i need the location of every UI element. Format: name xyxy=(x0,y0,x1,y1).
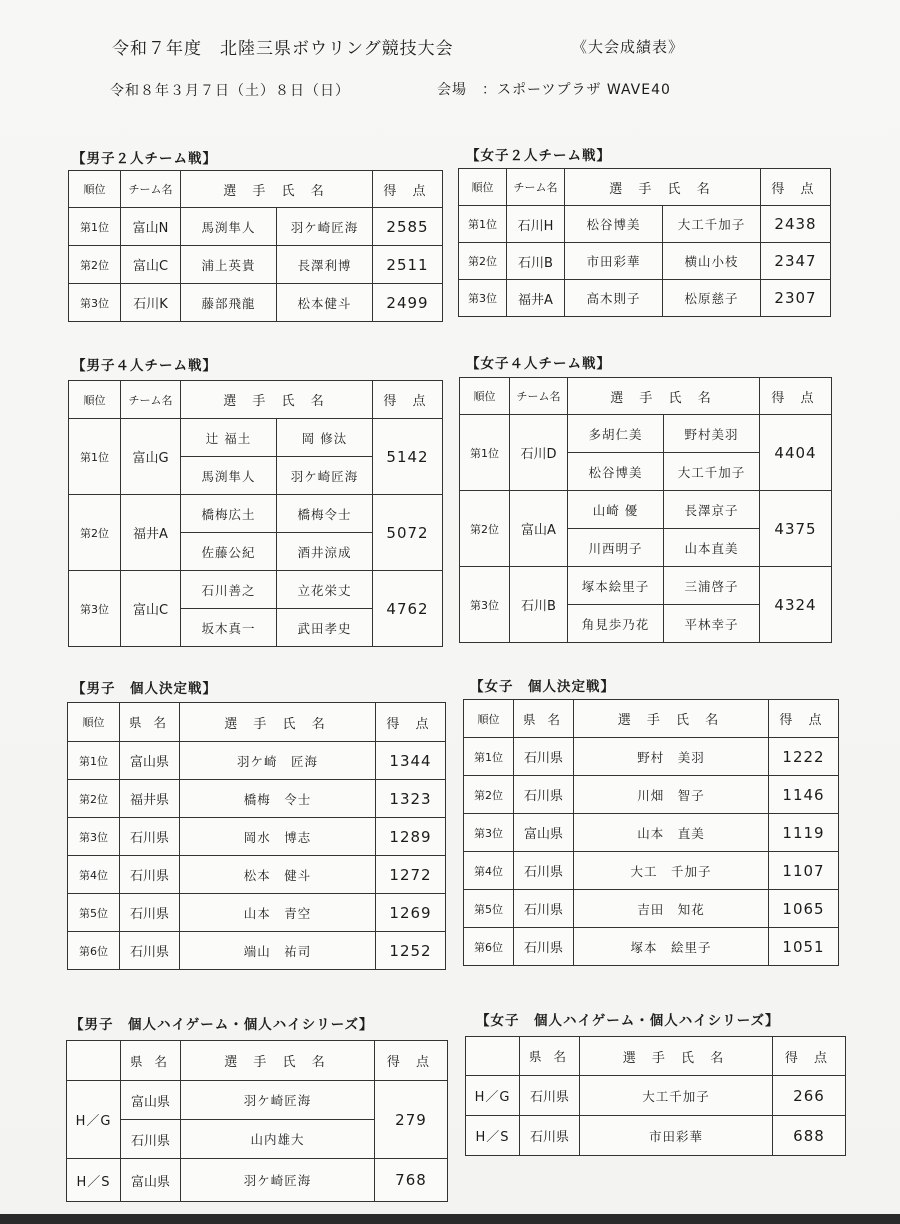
men-team4-table xyxy=(68,380,443,647)
player-name: 山本 青空 xyxy=(180,894,376,932)
col-name: 選 手 氏 名 xyxy=(565,169,761,206)
player-name: 橋梅 令士 xyxy=(180,780,376,818)
score-cell: 768 xyxy=(375,1159,448,1202)
col-name: 選 手 氏 名 xyxy=(181,1041,375,1081)
men-team2-table xyxy=(68,170,443,322)
table-row xyxy=(466,1116,846,1156)
table-row xyxy=(67,1081,448,1120)
score-cell: 266 xyxy=(773,1076,846,1116)
score-cell: 2511 xyxy=(373,246,443,284)
rank-cell: 第4位 xyxy=(464,852,514,890)
table-row xyxy=(459,243,831,280)
col-team: チーム名 xyxy=(121,381,181,419)
table-row xyxy=(464,776,839,814)
pref-cell: 石川県 xyxy=(514,890,574,928)
player-name: 馬渕隼人 xyxy=(181,208,277,246)
rank-cell: 第1位 xyxy=(69,208,121,246)
player-name: 岡水 博志 xyxy=(180,818,376,856)
rank-cell: 第1位 xyxy=(460,415,510,491)
player-name: 三浦啓子 xyxy=(664,567,760,605)
event-venue: 会場 ：スポーツプラザ WAVE40 xyxy=(437,82,671,98)
high-game-label: H／G xyxy=(466,1076,520,1116)
table-row xyxy=(69,495,443,533)
rank-cell: 第1位 xyxy=(464,738,514,776)
women-team4-heading: 【女子４人チーム戦】 xyxy=(466,356,611,372)
col-team: チーム名 xyxy=(510,378,568,415)
col-blank xyxy=(67,1041,121,1081)
pref-cell: 石川県 xyxy=(120,932,180,970)
col-name: 選 手 氏 名 xyxy=(181,381,373,419)
player-name: 川西明子 xyxy=(568,529,664,567)
col-score: 得 点 xyxy=(373,171,443,208)
player-name: 平林幸子 xyxy=(664,605,760,643)
pref-cell: 福井県 xyxy=(120,780,180,818)
player-name: 松本 健斗 xyxy=(180,856,376,894)
score-cell: 4404 xyxy=(760,415,832,491)
score-cell: 5072 xyxy=(373,495,443,571)
rank-cell: 第1位 xyxy=(68,742,120,780)
team-cell: 富山N xyxy=(121,208,181,246)
rank-cell: 第3位 xyxy=(69,284,121,322)
col-rank: 順位 xyxy=(68,703,120,742)
pref-cell: 石川県 xyxy=(514,776,574,814)
event-subtitle: 《大会成績表》 xyxy=(572,38,685,56)
pref-cell: 石川県 xyxy=(520,1116,580,1156)
table-row xyxy=(464,738,839,776)
rank-cell: 第1位 xyxy=(69,419,121,495)
player-name: 羽ケ崎匠海 xyxy=(277,457,373,495)
col-pref: 県 名 xyxy=(514,700,574,738)
score-cell: 2438 xyxy=(761,206,831,243)
score-cell: 1252 xyxy=(376,932,446,970)
high-game-label: H／G xyxy=(67,1081,121,1159)
player-name: 横山小枝 xyxy=(663,243,761,280)
pref-cell: 富山県 xyxy=(120,742,180,780)
col-rank: 順位 xyxy=(69,171,121,208)
score-cell: 1344 xyxy=(376,742,446,780)
col-score: 得 点 xyxy=(376,703,446,742)
score-cell: 1065 xyxy=(769,890,839,928)
score-cell: 1272 xyxy=(376,856,446,894)
table-edge-shadow xyxy=(0,1214,900,1224)
table-row xyxy=(68,932,446,970)
score-cell: 4762 xyxy=(373,571,443,647)
score-cell: 2585 xyxy=(373,208,443,246)
table-row xyxy=(69,246,443,284)
player-name: 多胡仁美 xyxy=(568,415,664,453)
women-indiv-heading: 【女子 個人決定戦】 xyxy=(470,679,615,695)
pref-cell: 石川県 xyxy=(120,856,180,894)
rank-cell: 第2位 xyxy=(460,491,510,567)
team-cell: 石川B xyxy=(510,567,568,643)
player-name: 端山 祐司 xyxy=(180,932,376,970)
table-row xyxy=(459,280,831,317)
score-cell: 1107 xyxy=(769,852,839,890)
player-name: 塚本絵里子 xyxy=(568,567,664,605)
pref-cell: 石川県 xyxy=(514,738,574,776)
rank-cell: 第3位 xyxy=(464,814,514,852)
col-score: 得 点 xyxy=(773,1037,846,1076)
women-high-heading: 【女子 個人ハイゲーム・個人ハイシリーズ】 xyxy=(476,1013,780,1029)
table-row xyxy=(69,571,443,609)
men-high-table xyxy=(66,1040,448,1202)
player-name: 野村美羽 xyxy=(664,415,760,453)
team-cell: 石川B xyxy=(507,243,565,280)
pref-cell: 石川県 xyxy=(120,894,180,932)
table-row xyxy=(466,1076,846,1116)
score-cell: 4324 xyxy=(760,567,832,643)
score-cell: 5142 xyxy=(373,419,443,495)
col-rank: 順位 xyxy=(460,378,510,415)
col-score: 得 点 xyxy=(760,378,832,415)
player-name: 羽ケ崎匠海 xyxy=(277,208,373,246)
player-name: 長澤利博 xyxy=(277,246,373,284)
col-rank: 順位 xyxy=(69,381,121,419)
player-name: 山内雄大 xyxy=(181,1120,375,1159)
col-team: チーム名 xyxy=(507,169,565,206)
player-name: 羽ケ崎匠海 xyxy=(181,1159,375,1202)
table-row xyxy=(68,742,446,780)
women-team4-table xyxy=(459,377,832,643)
pref-cell: 石川県 xyxy=(121,1120,181,1159)
men-indiv-heading: 【男子 個人決定戦】 xyxy=(72,681,217,697)
men-team2-heading: 【男子２人チーム戦】 xyxy=(72,151,217,167)
player-name: 羽ケ崎 匠海 xyxy=(180,742,376,780)
rank-cell: 第2位 xyxy=(69,246,121,284)
col-blank xyxy=(466,1037,520,1076)
table-row xyxy=(68,818,446,856)
score-cell: 1269 xyxy=(376,894,446,932)
table-row xyxy=(69,284,443,322)
col-rank: 順位 xyxy=(459,169,507,206)
team-cell: 福井A xyxy=(507,280,565,317)
pref-cell: 石川県 xyxy=(520,1076,580,1116)
score-cell: 1051 xyxy=(769,928,839,966)
rank-cell: 第3位 xyxy=(69,571,121,647)
player-name: 大工千加子 xyxy=(663,206,761,243)
player-name: 浦上英貴 xyxy=(181,246,277,284)
player-name: 市田彩華 xyxy=(565,243,663,280)
player-name: 高木則子 xyxy=(565,280,663,317)
col-name: 選 手 氏 名 xyxy=(568,378,760,415)
player-name: 山本 直美 xyxy=(574,814,769,852)
event-date: 令和８年３月７日（土）８日（日） xyxy=(110,83,350,99)
player-name: 佐藤公紀 xyxy=(181,533,277,571)
team-cell: 石川H xyxy=(507,206,565,243)
table-row xyxy=(464,814,839,852)
table-row xyxy=(460,567,832,605)
player-name: 長澤京子 xyxy=(664,491,760,529)
score-cell: 1119 xyxy=(769,814,839,852)
table-row xyxy=(464,890,839,928)
player-name: 松原慈子 xyxy=(663,280,761,317)
col-score: 得 点 xyxy=(375,1041,448,1081)
rank-cell: 第2位 xyxy=(459,243,507,280)
player-name: 塚本 絵里子 xyxy=(574,928,769,966)
player-name: 武田孝史 xyxy=(277,609,373,647)
rank-cell: 第1位 xyxy=(459,206,507,243)
col-score: 得 点 xyxy=(373,381,443,419)
score-cell: 1323 xyxy=(376,780,446,818)
event-title: 令和７年度 北陸三県ボウリング競技大会 xyxy=(112,39,454,59)
men-high-heading: 【男子 個人ハイゲーム・個人ハイシリーズ】 xyxy=(70,1017,374,1033)
table-row xyxy=(464,852,839,890)
table-row xyxy=(460,491,832,529)
women-high-table xyxy=(465,1036,846,1156)
table-row xyxy=(69,208,443,246)
score-cell: 2307 xyxy=(761,280,831,317)
score-cell: 4375 xyxy=(760,491,832,567)
rank-cell: 第5位 xyxy=(464,890,514,928)
player-name: 大工 千加子 xyxy=(574,852,769,890)
table-row xyxy=(67,1159,448,1202)
table-row xyxy=(68,894,446,932)
player-name: 酒井涼成 xyxy=(277,533,373,571)
team-cell: 富山G xyxy=(121,419,181,495)
player-name: 橋梅広土 xyxy=(181,495,277,533)
col-name: 選 手 氏 名 xyxy=(580,1037,773,1076)
men-indiv-table xyxy=(67,702,446,970)
table-row xyxy=(460,415,832,453)
score-cell: 688 xyxy=(773,1116,846,1156)
score-cell: 2347 xyxy=(761,243,831,280)
table-row xyxy=(68,780,446,818)
team-cell: 福井A xyxy=(121,495,181,571)
score-cell: 1146 xyxy=(769,776,839,814)
team-cell: 富山A xyxy=(510,491,568,567)
women-team2-heading: 【女子２人チーム戦】 xyxy=(466,148,611,164)
col-score: 得 点 xyxy=(769,700,839,738)
col-name: 選 手 氏 名 xyxy=(181,171,373,208)
table-row xyxy=(69,419,443,457)
player-name: 馬渕隼人 xyxy=(181,457,277,495)
rank-cell: 第4位 xyxy=(68,856,120,894)
player-name: 松谷博美 xyxy=(568,453,664,491)
women-team2-table xyxy=(458,168,831,317)
score-cell: 2499 xyxy=(373,284,443,322)
player-name: 大工千加子 xyxy=(664,453,760,491)
men-team4-heading: 【男子４人チーム戦】 xyxy=(72,358,217,374)
team-cell: 富山C xyxy=(121,571,181,647)
player-name: 山本直美 xyxy=(664,529,760,567)
score-cell: 1222 xyxy=(769,738,839,776)
col-pref: 県 名 xyxy=(520,1037,580,1076)
pref-cell: 石川県 xyxy=(514,852,574,890)
rank-cell: 第2位 xyxy=(69,495,121,571)
col-rank: 順位 xyxy=(464,700,514,738)
player-name: 角見歩乃花 xyxy=(568,605,664,643)
player-name: 羽ケ崎匠海 xyxy=(181,1081,375,1120)
col-team: チーム名 xyxy=(121,171,181,208)
pref-cell: 富山県 xyxy=(121,1159,181,1202)
rank-cell: 第6位 xyxy=(68,932,120,970)
rank-cell: 第3位 xyxy=(68,818,120,856)
women-indiv-table xyxy=(463,699,839,966)
rank-cell: 第2位 xyxy=(68,780,120,818)
team-cell: 石川D xyxy=(510,415,568,491)
player-name: 藤部飛龍 xyxy=(181,284,277,322)
player-name: 坂木真一 xyxy=(181,609,277,647)
col-name: 選 手 氏 名 xyxy=(180,703,376,742)
player-name: 立花栄丈 xyxy=(277,571,373,609)
player-name: 市田彩華 xyxy=(580,1116,773,1156)
col-pref: 県 名 xyxy=(121,1041,181,1081)
table-row xyxy=(464,928,839,966)
rank-cell: 第3位 xyxy=(459,280,507,317)
player-name: 橋梅令士 xyxy=(277,495,373,533)
player-name: 松谷博美 xyxy=(565,206,663,243)
pref-cell: 富山県 xyxy=(121,1081,181,1120)
player-name: 野村 美羽 xyxy=(574,738,769,776)
player-name: 山崎 優 xyxy=(568,491,664,529)
pref-cell: 石川県 xyxy=(120,818,180,856)
player-name: 岡 修汰 xyxy=(277,419,373,457)
player-name: 辻 福土 xyxy=(181,419,277,457)
team-cell: 石川K xyxy=(121,284,181,322)
col-pref: 県 名 xyxy=(120,703,180,742)
rank-cell: 第5位 xyxy=(68,894,120,932)
pref-cell: 富山県 xyxy=(514,814,574,852)
rank-cell: 第6位 xyxy=(464,928,514,966)
score-cell: 1289 xyxy=(376,818,446,856)
high-series-label: H／S xyxy=(466,1116,520,1156)
player-name: 石川善之 xyxy=(181,571,277,609)
table-row xyxy=(459,206,831,243)
col-name: 選 手 氏 名 xyxy=(574,700,769,738)
rank-cell: 第3位 xyxy=(460,567,510,643)
team-cell: 富山C xyxy=(121,246,181,284)
player-name: 大工千加子 xyxy=(580,1076,773,1116)
player-name: 川畑 智子 xyxy=(574,776,769,814)
table-row xyxy=(68,856,446,894)
col-score: 得 点 xyxy=(761,169,831,206)
player-name: 吉田 知花 xyxy=(574,890,769,928)
rank-cell: 第2位 xyxy=(464,776,514,814)
player-name: 松本健斗 xyxy=(277,284,373,322)
pref-cell: 石川県 xyxy=(514,928,574,966)
score-cell: 279 xyxy=(375,1081,448,1159)
high-series-label: H／S xyxy=(67,1159,121,1202)
